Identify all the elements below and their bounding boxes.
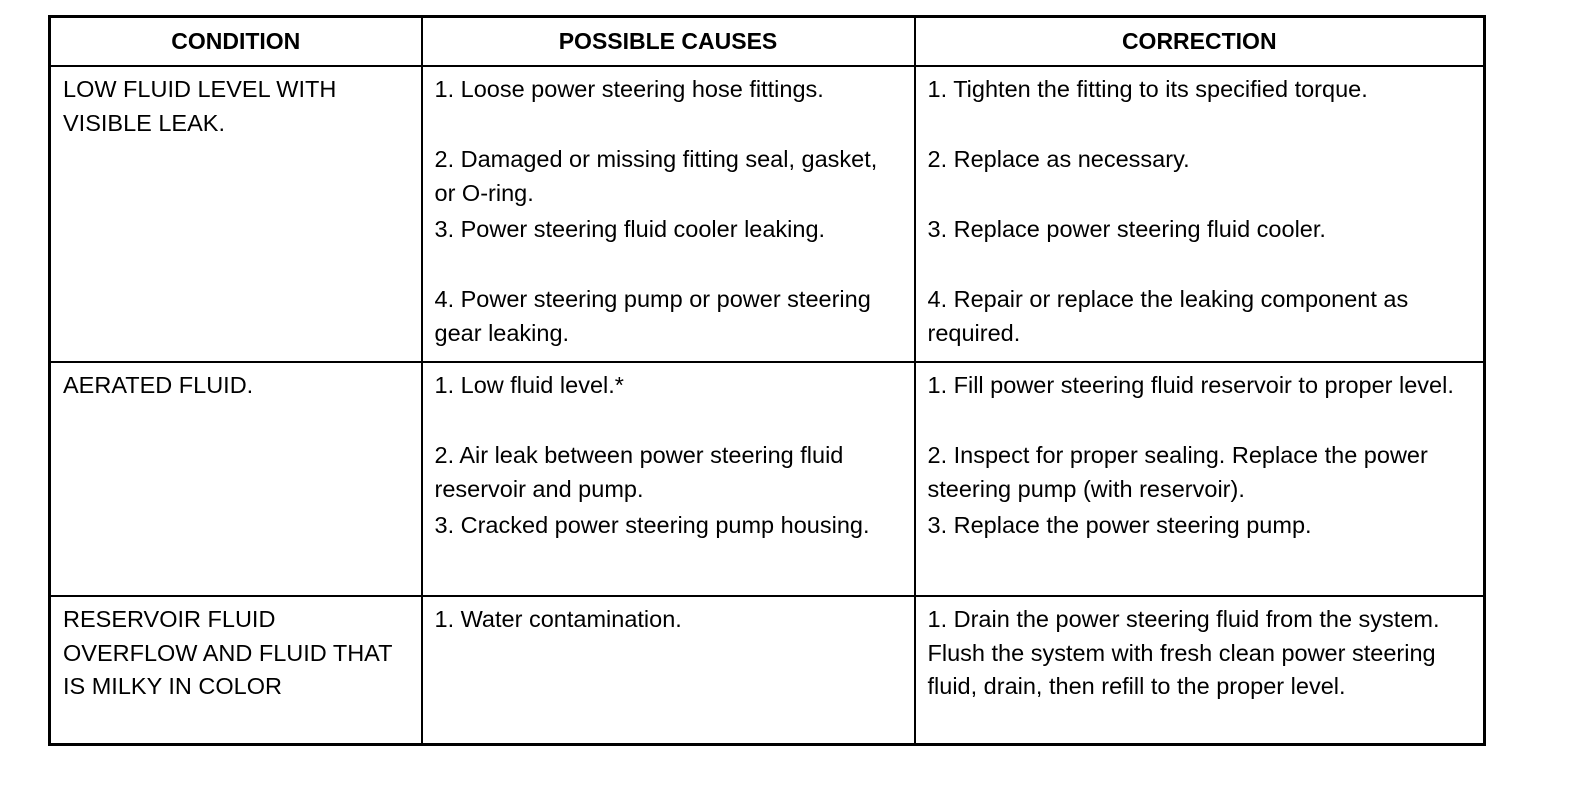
correction-item: 1. Drain the power steering fluid from the system. Flush the system with fresh clean power steering fluid, drain, then refill to the proper level.: [927, 606, 1440, 699]
table-row: [50, 66, 1485, 362]
header-possible-causes: POSSIBLE CAUSES: [422, 17, 915, 67]
cause-item: 1. Loose power steering hose fittings.: [434, 76, 824, 102]
correction-item: 1. Fill power steering fluid reservoir to proper level.: [927, 372, 1454, 398]
correction-item: 4. Repair or replace the leaking component as required.: [927, 286, 1409, 346]
correction-item: 2. Replace as necessary.: [927, 146, 1190, 172]
header-correction: CORRECTION: [915, 17, 1485, 67]
diagnosis-table: [48, 15, 1486, 746]
table-row: [50, 596, 1485, 745]
correction-cell: [915, 596, 1485, 745]
cause-item: 2. Damaged or missing fitting seal, gasket, or O-ring.: [434, 146, 878, 206]
causes-cell: [422, 362, 915, 596]
condition-cell: RESERVOIR FLUID OVERFLOW AND FLUID THAT IS MILKY IN COLOR: [50, 596, 422, 745]
table-row: [50, 362, 1485, 596]
cause-item: 1. Low fluid level.*: [434, 372, 624, 398]
header-condition: CONDITION: [50, 17, 422, 67]
correction-cell: [915, 362, 1485, 596]
correction-item: 2. Inspect for proper sealing. Replace the power steering pump (with reservoir).: [927, 442, 1428, 502]
cause-item: 4. Power steering pump or power steering gear leaking.: [434, 286, 871, 346]
correction-item: 3. Replace power steering fluid cooler.: [927, 216, 1326, 242]
condition-cell: LOW FLUID LEVEL WITH VISIBLE LEAK.: [50, 66, 422, 362]
cause-item: 2. Air leak between power steering fluid reservoir and pump.: [434, 442, 844, 502]
cause-item: 3. Cracked power steering pump housing.: [434, 512, 870, 538]
causes-cell: [422, 596, 915, 745]
correction-item: 3. Replace the power steering pump.: [927, 512, 1312, 538]
causes-cell: [422, 66, 915, 362]
correction-cell: [915, 66, 1485, 362]
cause-item: 3. Power steering fluid cooler leaking.: [434, 216, 826, 242]
cause-item: 1. Water contamination.: [434, 606, 682, 632]
correction-item: 1. Tighten the fitting to its specified torque.: [927, 76, 1368, 102]
condition-cell: AERATED FLUID.: [50, 362, 422, 596]
table-header-row: [50, 17, 1485, 67]
